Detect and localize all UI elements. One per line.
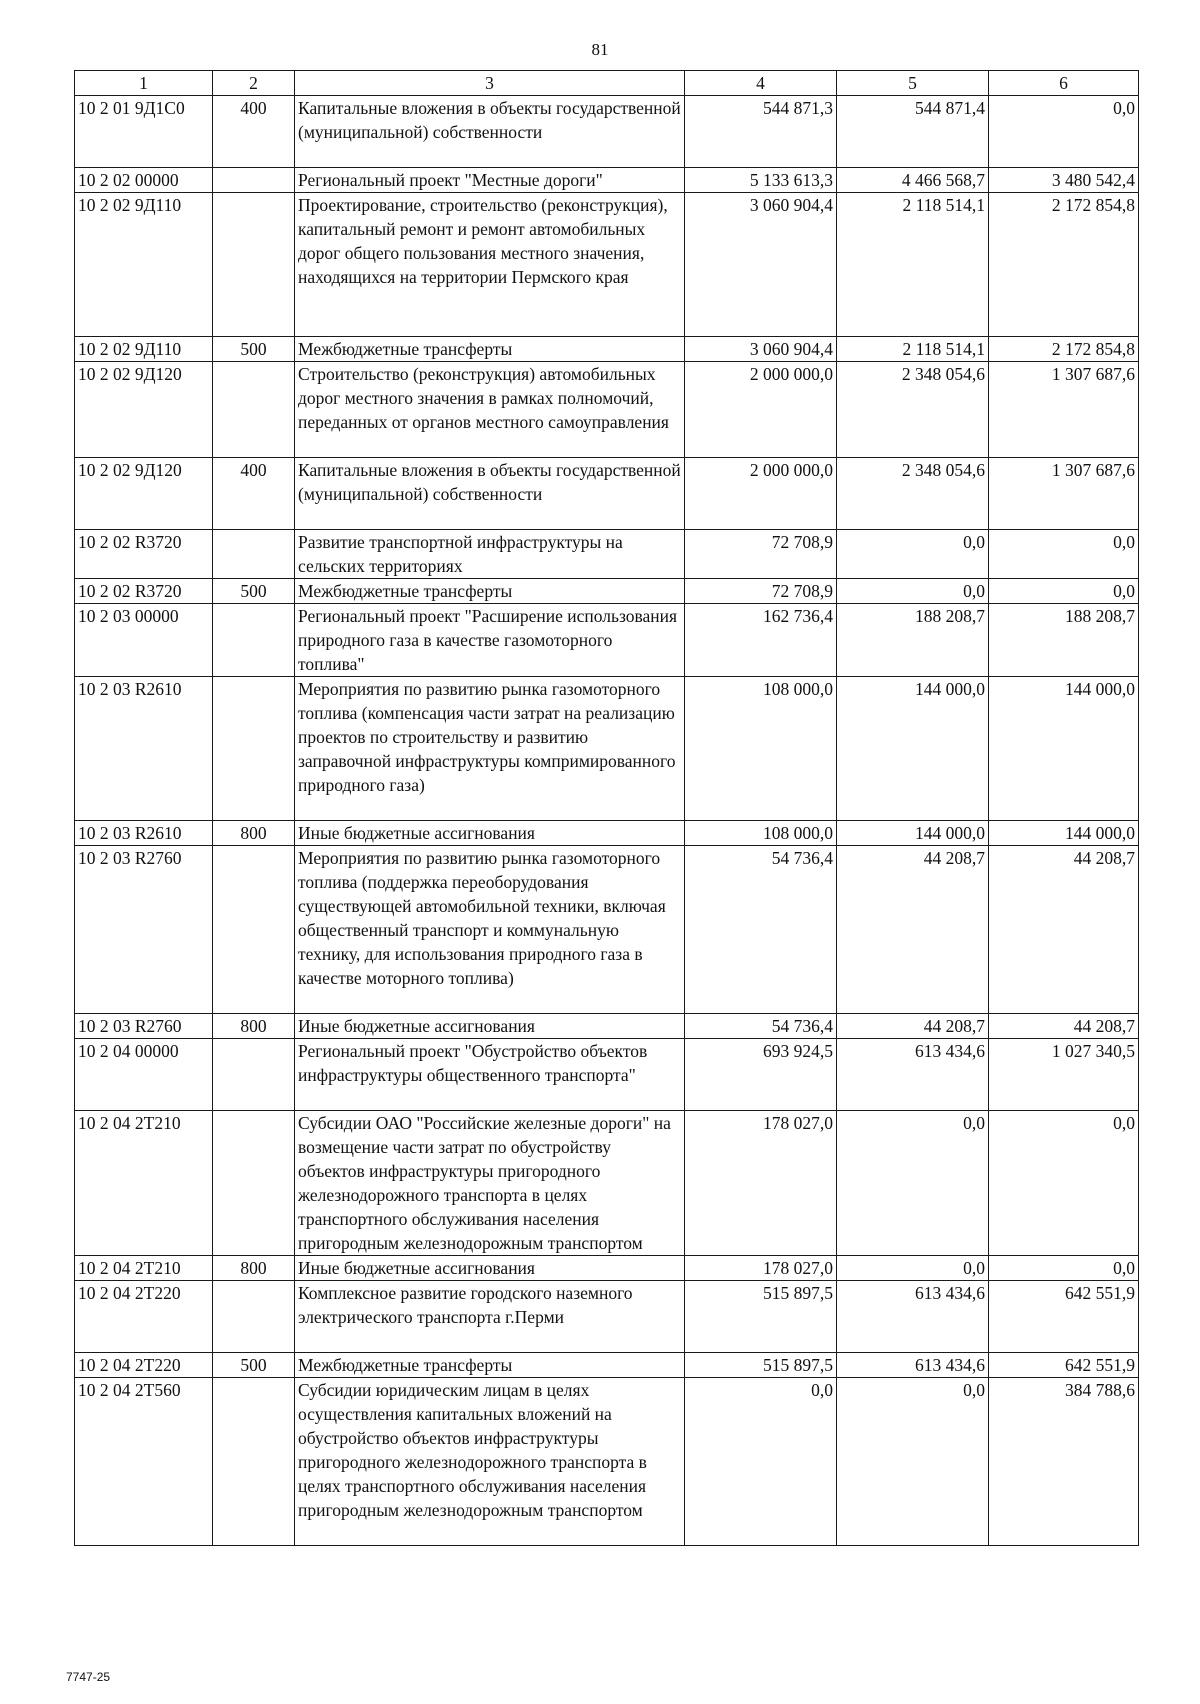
amount-col4-cell: 3 060 904,4: [685, 337, 837, 362]
table-row: [75, 604, 1139, 677]
budget-code-cell: 10 2 02 00000: [75, 168, 213, 193]
budget-code-cell: 10 2 03 R2610: [75, 821, 213, 846]
expense-kind-cell: 500: [213, 337, 295, 362]
item-name-cell: Иные бюджетные ассигнования: [295, 1256, 685, 1281]
column-header: 6: [989, 71, 1139, 96]
item-name-cell: Мероприятия по развитию рынка газомоторного топлива (поддержка переоборудования существующей автомобильной техники, включая общественный транспорт и коммунальную технику, для использования природного газа в качестве моторного топлива): [295, 846, 685, 1014]
amount-col6-cell: 2 172 854,8: [989, 193, 1139, 337]
amount-col4-cell: 5 133 613,3: [685, 168, 837, 193]
header-row: [75, 71, 1139, 96]
budget-code-cell: 10 2 03 R2610: [75, 677, 213, 821]
amount-col6-cell: 3 480 542,4: [989, 168, 1139, 193]
amount-col4-cell: 693 924,5: [685, 1039, 837, 1111]
item-name-cell: Субсидии ОАО "Российские железные дороги" на возмещение части затрат по обустройству объектов инфраструктуры пригородного железнодорожного транспорта в целях транспортного обслуживания населения пригородным железнодорожным транспортом: [295, 1111, 685, 1256]
column-header: 4: [685, 71, 837, 96]
amount-col5-cell: 2 348 054,6: [837, 458, 989, 530]
expense-kind-cell: [213, 1039, 295, 1111]
budget-code-cell: 10 2 04 2Т220: [75, 1281, 213, 1353]
budget-table: [74, 70, 1139, 1546]
amount-col6-cell: 44 208,7: [989, 1014, 1139, 1039]
amount-col6-cell: 642 551,9: [989, 1353, 1139, 1378]
budget-code-cell: 10 2 04 2Т210: [75, 1256, 213, 1281]
budget-code-cell: 10 2 02 9Д120: [75, 362, 213, 458]
item-name-cell: Субсидии юридическим лицам в целях осуществления капитальных вложений на обустройство объектов инфраструктуры пригородного железнодорожного транспорта в целях транспортного обслуживания населения пригородным железнодорожным транспортом: [295, 1378, 685, 1546]
table-body: [75, 96, 1139, 1546]
table-row: [75, 362, 1139, 458]
amount-col6-cell: 0,0: [989, 1256, 1139, 1281]
amount-col5-cell: 0,0: [837, 1111, 989, 1256]
item-name-cell: Проектирование, строительство (реконструкция), капитальный ремонт и ремонт автомобильных дорог общего пользования местного значения, находящихся на территории Пермского края: [295, 193, 685, 337]
amount-col5-cell: 0,0: [837, 1256, 989, 1281]
amount-col4-cell: 54 736,4: [685, 846, 837, 1014]
amount-col5-cell: 188 208,7: [837, 604, 989, 677]
expense-kind-cell: [213, 846, 295, 1014]
amount-col5-cell: 613 434,6: [837, 1281, 989, 1353]
amount-col4-cell: 2 000 000,0: [685, 362, 837, 458]
expense-kind-cell: [213, 362, 295, 458]
amount-col5-cell: 144 000,0: [837, 821, 989, 846]
amount-col6-cell: 0,0: [989, 1111, 1139, 1256]
amount-col6-cell: 2 172 854,8: [989, 337, 1139, 362]
amount-col5-cell: 44 208,7: [837, 846, 989, 1014]
item-name-cell: Межбюджетные трансферты: [295, 579, 685, 604]
document-code: 7747-25: [66, 1670, 111, 1684]
amount-col4-cell: 2 000 000,0: [685, 458, 837, 530]
item-name-cell: Комплексное развитие городского наземного электрического транспорта г.Перми: [295, 1281, 685, 1353]
table-row: [75, 168, 1139, 193]
budget-code-cell: 10 2 02 R3720: [75, 579, 213, 604]
column-header: 2: [213, 71, 295, 96]
table-row: [75, 96, 1139, 168]
item-name-cell: Региональный проект "Обустройство объектов инфраструктуры общественного транспорта": [295, 1039, 685, 1111]
amount-col4-cell: 515 897,5: [685, 1281, 837, 1353]
amount-col6-cell: 384 788,6: [989, 1378, 1139, 1546]
table-row: [75, 1378, 1139, 1546]
amount-col5-cell: 613 434,6: [837, 1353, 989, 1378]
budget-code-cell: 10 2 02 R3720: [75, 530, 213, 579]
expense-kind-cell: [213, 677, 295, 821]
amount-col5-cell: 613 434,6: [837, 1039, 989, 1111]
item-name-cell: Межбюджетные трансферты: [295, 337, 685, 362]
table-row: [75, 1039, 1139, 1111]
table-row: [75, 337, 1139, 362]
amount-col6-cell: 44 208,7: [989, 846, 1139, 1014]
amount-col5-cell: 144 000,0: [837, 677, 989, 821]
amount-col4-cell: 54 736,4: [685, 1014, 837, 1039]
table-row: [75, 1256, 1139, 1281]
table-row: [75, 821, 1139, 846]
table-row: [75, 193, 1139, 337]
table-row: [75, 530, 1139, 579]
item-name-cell: Мероприятия по развитию рынка газомоторного топлива (компенсация части затрат на реализацию проектов по строительству и развитию заправочной инфраструктуры компримированного природного газа): [295, 677, 685, 821]
amount-col5-cell: 44 208,7: [837, 1014, 989, 1039]
amount-col4-cell: 178 027,0: [685, 1111, 837, 1256]
item-name-cell: Региональный проект "Расширение использования природного газа в качестве газомоторного топлива": [295, 604, 685, 677]
budget-code-cell: 10 2 01 9Д1С0: [75, 96, 213, 168]
amount-col4-cell: 72 708,9: [685, 579, 837, 604]
table-row: [75, 579, 1139, 604]
table-row: [75, 1014, 1139, 1039]
budget-code-cell: 10 2 02 9Д110: [75, 193, 213, 337]
budget-code-cell: 10 2 02 9Д120: [75, 458, 213, 530]
amount-col6-cell: 642 551,9: [989, 1281, 1139, 1353]
budget-code-cell: 10 2 02 9Д110: [75, 337, 213, 362]
budget-code-cell: 10 2 04 00000: [75, 1039, 213, 1111]
table-row: [75, 1353, 1139, 1378]
amount-col6-cell: 0,0: [989, 530, 1139, 579]
item-name-cell: Иные бюджетные ассигнования: [295, 1014, 685, 1039]
expense-kind-cell: 800: [213, 821, 295, 846]
budget-code-cell: 10 2 04 2Т560: [75, 1378, 213, 1546]
amount-col4-cell: 0,0: [685, 1378, 837, 1546]
budget-code-cell: 10 2 04 2Т220: [75, 1353, 213, 1378]
amount-col5-cell: 4 466 568,7: [837, 168, 989, 193]
budget-code-cell: 10 2 03 00000: [75, 604, 213, 677]
page-number: 81: [591, 40, 609, 59]
amount-col5-cell: 2 348 054,6: [837, 362, 989, 458]
expense-kind-cell: [213, 193, 295, 337]
expense-kind-cell: 400: [213, 458, 295, 530]
amount-col6-cell: 1 027 340,5: [989, 1039, 1139, 1111]
amount-col6-cell: 1 307 687,6: [989, 458, 1139, 530]
amount-col6-cell: 0,0: [989, 579, 1139, 604]
expense-kind-cell: [213, 1281, 295, 1353]
item-name-cell: Иные бюджетные ассигнования: [295, 821, 685, 846]
amount-col4-cell: 544 871,3: [685, 96, 837, 168]
amount-col6-cell: 188 208,7: [989, 604, 1139, 677]
expense-kind-cell: [213, 604, 295, 677]
item-name-cell: Межбюджетные трансферты: [295, 1353, 685, 1378]
item-name-cell: Развитие транспортной инфраструктуры на сельских территориях: [295, 530, 685, 579]
expense-kind-cell: 500: [213, 1353, 295, 1378]
budget-table-container: [74, 70, 1138, 1546]
item-name-cell: Капитальные вложения в объекты государственной (муниципальной) собственности: [295, 458, 685, 530]
amount-col5-cell: 0,0: [837, 1378, 989, 1546]
amount-col6-cell: 144 000,0: [989, 677, 1139, 821]
item-name-cell: Региональный проект "Местные дороги": [295, 168, 685, 193]
table-row: [75, 458, 1139, 530]
table-row: [75, 1281, 1139, 1353]
column-header: 3: [295, 71, 685, 96]
amount-col5-cell: 0,0: [837, 579, 989, 604]
amount-col6-cell: 144 000,0: [989, 821, 1139, 846]
budget-code-cell: 10 2 04 2Т210: [75, 1111, 213, 1256]
amount-col5-cell: 2 118 514,1: [837, 193, 989, 337]
expense-kind-cell: 400: [213, 96, 295, 168]
expense-kind-cell: [213, 168, 295, 193]
amount-col4-cell: 108 000,0: [685, 821, 837, 846]
budget-code-cell: 10 2 03 R2760: [75, 846, 213, 1014]
amount-col4-cell: 72 708,9: [685, 530, 837, 579]
amount-col4-cell: 108 000,0: [685, 677, 837, 821]
table-row: [75, 1111, 1139, 1256]
amount-col5-cell: 544 871,4: [837, 96, 989, 168]
item-name-cell: Строительство (реконструкция) автомобильных дорог местного значения в рамках полномочий, переданных от органов местного самоуправления: [295, 362, 685, 458]
table-row: [75, 846, 1139, 1014]
amount-col4-cell: 3 060 904,4: [685, 193, 837, 337]
amount-col6-cell: 1 307 687,6: [989, 362, 1139, 458]
amount-col6-cell: 0,0: [989, 96, 1139, 168]
item-name-cell: Капитальные вложения в объекты государственной (муниципальной) собственности: [295, 96, 685, 168]
amount-col5-cell: 0,0: [837, 530, 989, 579]
amount-col4-cell: 178 027,0: [685, 1256, 837, 1281]
expense-kind-cell: 800: [213, 1256, 295, 1281]
amount-col4-cell: 162 736,4: [685, 604, 837, 677]
amount-col4-cell: 515 897,5: [685, 1353, 837, 1378]
expense-kind-cell: [213, 1378, 295, 1546]
table-row: [75, 677, 1139, 821]
expense-kind-cell: [213, 530, 295, 579]
expense-kind-cell: 500: [213, 579, 295, 604]
column-header: 1: [75, 71, 213, 96]
expense-kind-cell: 800: [213, 1014, 295, 1039]
column-header: 5: [837, 71, 989, 96]
amount-col5-cell: 2 118 514,1: [837, 337, 989, 362]
budget-code-cell: 10 2 03 R2760: [75, 1014, 213, 1039]
expense-kind-cell: [213, 1111, 295, 1256]
